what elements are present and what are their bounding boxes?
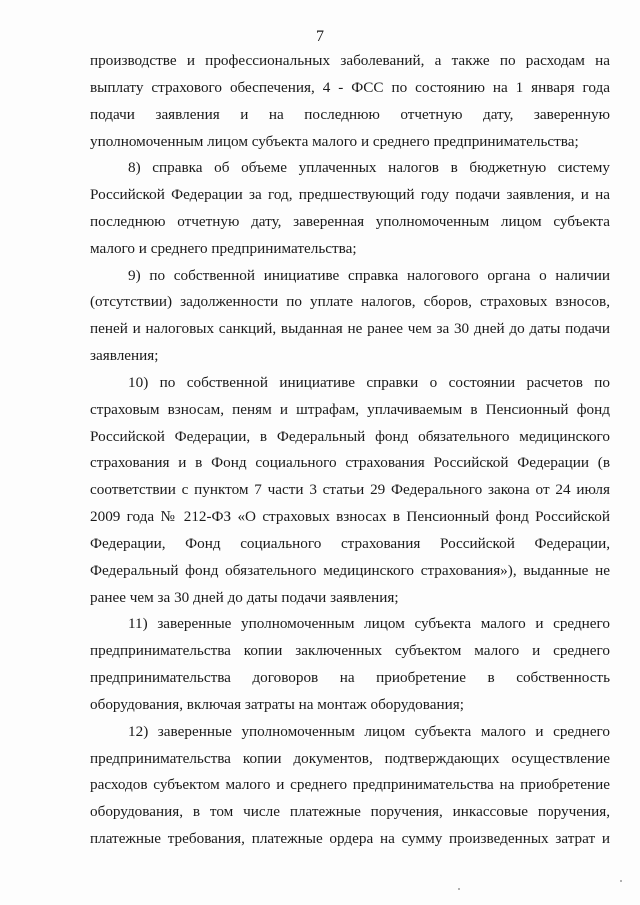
text-line: малого и среднего предпринимательства; — [90, 240, 357, 257]
text-line: 2009 года № 212-ФЗ «О страховых взносах в Пенсионный фонд Российской — [90, 508, 610, 525]
text-line: последнюю отчетную дату, заверенная уполномоченным лицом субъекта — [90, 213, 610, 230]
text-line: платежные требования, платежные ордера на сумму произведенных затрат и — [90, 830, 610, 847]
text-line: Российской Федерации, в Федеральный фонд обязательного медицинского — [90, 428, 610, 445]
scan-speck — [458, 888, 460, 890]
paragraph-9-first-line: 9) по собственной инициативе справка налогового органа о наличии — [128, 267, 610, 284]
text-line: подачи заявления и на последнюю отчетную дату, заверенную — [90, 106, 610, 123]
text-line: расходов субъектом малого и среднего предпринимательства на приобретение — [90, 776, 610, 793]
text-line: (отсутствии) задолженности по уплате налогов, сборов, страховых взносов, — [90, 293, 610, 310]
text-line: оборудования, включая затраты на монтаж оборудования; — [90, 696, 464, 713]
text-line: страховым взносам, пеням и штрафам, уплачиваемым в Пенсионный фонд — [90, 401, 610, 418]
paragraph-12-first-line: 12) заверенные уполномоченным лицом субъекта малого и среднего — [128, 723, 610, 740]
paragraph-8-first-line: 8) справка об объеме уплаченных налогов в бюджетную систему — [128, 159, 610, 176]
text-line: выплату страхового обеспечения, 4 - ФСС по состоянию на 1 января года — [90, 79, 610, 96]
text-line: предпринимательства копии документов, подтверждающих осуществление — [90, 750, 610, 767]
text-line: Федерации, Фонд социального страхования Российской Федерации, — [90, 535, 610, 552]
text-line: производстве и профессиональных заболеваний, а также по расходам на — [90, 52, 610, 69]
paragraph-11-first-line: 11) заверенные уполномоченным лицом субъекта малого и среднего — [128, 615, 610, 632]
text-line: страхования и в Фонд социального страхования Российской Федерации (в — [90, 454, 610, 471]
text-line: уполномоченным лицом субъекта малого и среднего предпринимательства; — [90, 133, 579, 150]
text-line: оборудования, в том числе платежные поручения, инкассовые поручения, — [90, 803, 610, 820]
text-line: предпринимательства копии заключенных субъектом малого и среднего — [90, 642, 610, 659]
text-line: заявления; — [90, 347, 159, 364]
text-line: ранее чем за 30 дней до даты подачи заявления; — [90, 589, 399, 606]
text-line: Российской Федерации за год, предшествующий году подачи заявления, и на — [90, 186, 610, 203]
text-line: Федеральный фонд обязательного медицинского страхования»), выданные не — [90, 562, 610, 579]
page-number: 7 — [316, 28, 324, 45]
scan-speck — [620, 880, 622, 882]
paragraph-10-first-line: 10) по собственной инициативе справки о состоянии расчетов по — [128, 374, 610, 391]
text-line: пеней и налоговых санкций, выданная не ранее чем за 30 дней до даты подачи — [90, 320, 610, 337]
text-line: соответствии с пунктом 7 части 3 статьи 29 Федерального закона от 24 июля — [90, 481, 610, 498]
text-line: предпринимательства договоров на приобретение в собственность — [90, 669, 610, 686]
